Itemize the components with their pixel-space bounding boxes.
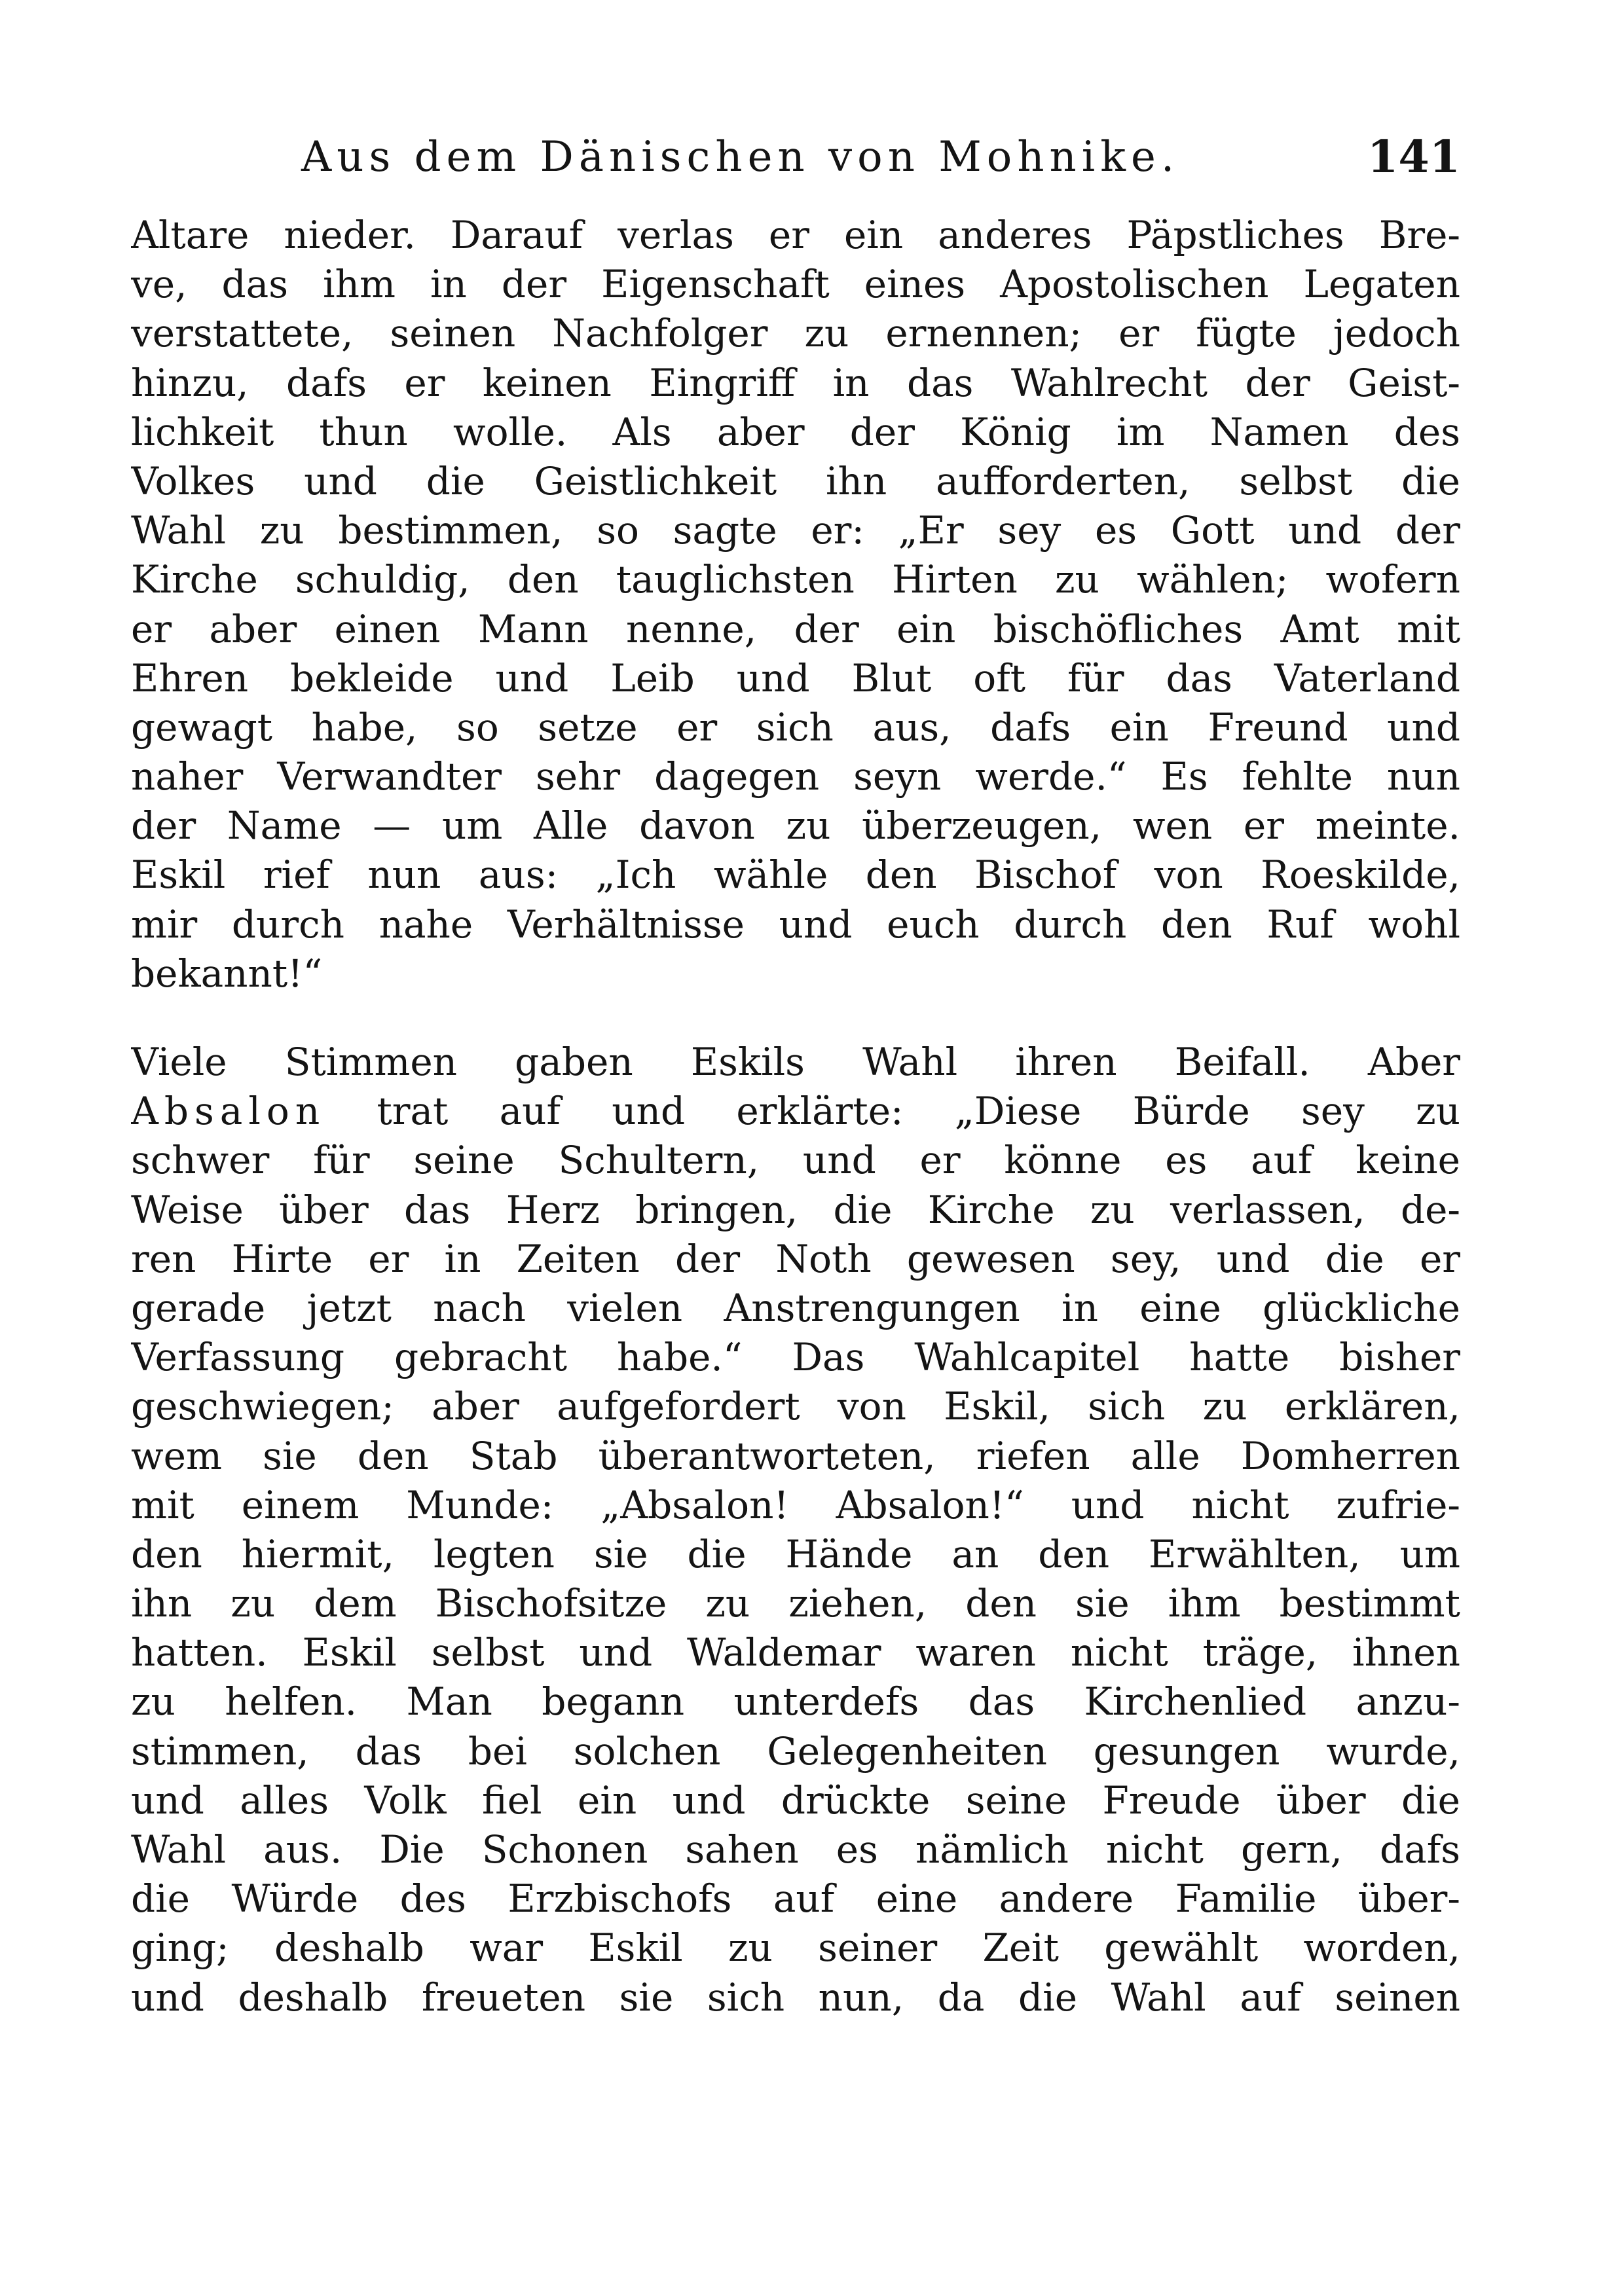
text-line: Weise über das Herz bringen, die Kirche zu verlassen, de-: [131, 1187, 1460, 1232]
text-line-with-name: [131, 1087, 1460, 1136]
text-line: mit einem Munde: „Absalon! Absalon!“ und nicht zufrie-: [131, 1482, 1460, 1527]
text-line: ging; deshalb war Eskil zu seiner Zeit gewählt worden,: [131, 1925, 1460, 1971]
text-line: gewagt habe, so setze er sich aus, dafs ein Freund und: [131, 704, 1460, 750]
running-head: [131, 121, 1460, 193]
paragraph-2: [131, 1038, 1460, 2022]
text-line: zu helfen. Man begann unterdefs das Kirchenlied anzu-: [131, 1679, 1460, 1724]
text-line: er aber einen Mann nenne, der ein bischöfliches Amt mit: [131, 606, 1460, 651]
text-line: Wahl aus. Die Schonen sahen es nämlich nicht gern, dafs: [131, 1827, 1460, 1872]
text-line: lichkeit thun wolle. Als aber der König im Namen des: [131, 409, 1460, 454]
page-number: 141: [1367, 131, 1460, 183]
text-line: gerade jetzt nach vielen Anstrengungen in eine glückliche: [131, 1285, 1460, 1330]
text-line: Volkes und die Geistlichkeit ihn aufforderten, selbst die: [131, 458, 1460, 503]
spaced-name: Absalon: [131, 1089, 326, 1134]
text-line: verstattete, seinen Nachfolger zu ernennen; er fügte jedoch: [131, 311, 1460, 356]
text-line: wem sie den Stab überantworteten, riefen alle Domherren: [131, 1433, 1460, 1478]
text-line: hatten. Eskil selbst und Waldemar waren nicht träge, ihnen: [131, 1630, 1460, 1675]
text-line: und alles Volk fiel ein und drückte seine Freude über die: [131, 1777, 1460, 1823]
text-line: ve, das ihm in der Eigenschaft eines Apostolischen Legaten: [131, 262, 1460, 307]
text-line: Wahl zu bestimmen, so sagte er: „Er sey es Gott und der: [131, 508, 1460, 553]
text-line: Eskil rief nun aus: „Ich wähle den Bischof von Roeskilde,: [131, 852, 1460, 898]
text-line: bekannt!“: [131, 951, 323, 996]
text-line: den hiermit, legten sie die Hände an den Erwählten, um: [131, 1531, 1460, 1576]
paragraph-1: [131, 211, 1460, 998]
text-line: Viele Stimmen gaben Eskils Wahl ihren Beifall. Aber: [131, 1040, 1460, 1084]
text-line: hinzu, dafs er keinen Eingriff in das Wahlrecht der Geist-: [131, 360, 1460, 405]
text-line: Verfassung gebracht habe.“ Das Wahlcapitel hatte bisher: [131, 1335, 1460, 1380]
text-line: ren Hirte er in Zeiten der Noth gewesen sey, und die er: [131, 1236, 1460, 1281]
text-line: Altare nieder. Darauf verlas er ein anderes Päpstliches Bre-: [131, 213, 1460, 257]
running-title: Aus dem Dänischen von Mohnike.: [301, 133, 1180, 181]
text-line: Ehren bekleide und Leib und Blut oft für das Vaterland: [131, 655, 1460, 701]
text-line: die Würde des Erzbischofs auf eine andere Familie über-: [131, 1876, 1460, 1922]
text-line: der Name — um Alle davon zu überzeugen, wen er meinte.: [131, 803, 1460, 848]
text-line: geschwiegen; aber aufgefordert von Eskil, sich zu erklären,: [131, 1384, 1460, 1429]
text-line: stimmen, das bei solchen Gelegenheiten gesungen wurde,: [131, 1728, 1460, 1774]
line-rest: trat auf und erklärte: „Diese Bürde sey zu: [377, 1089, 1460, 1134]
text-line: und deshalb freueten sie sich nun, da die Wahl auf seinen: [131, 1975, 1460, 2020]
text-line: schwer für seine Schultern, und er könne es auf keine: [131, 1138, 1460, 1183]
text-line: Kirche schuldig, den tauglichsten Hirten zu wählen; wofern: [131, 557, 1460, 602]
text-line: mir durch nahe Verhältnisse und euch durch den Ruf wohl: [131, 902, 1460, 947]
text-line: ihn zu dem Bischofsitze zu ziehen, den sie ihm bestimmt: [131, 1581, 1460, 1626]
text-line: naher Verwandter sehr dagegen seyn werde.“ Es fehlte nun: [131, 754, 1460, 799]
